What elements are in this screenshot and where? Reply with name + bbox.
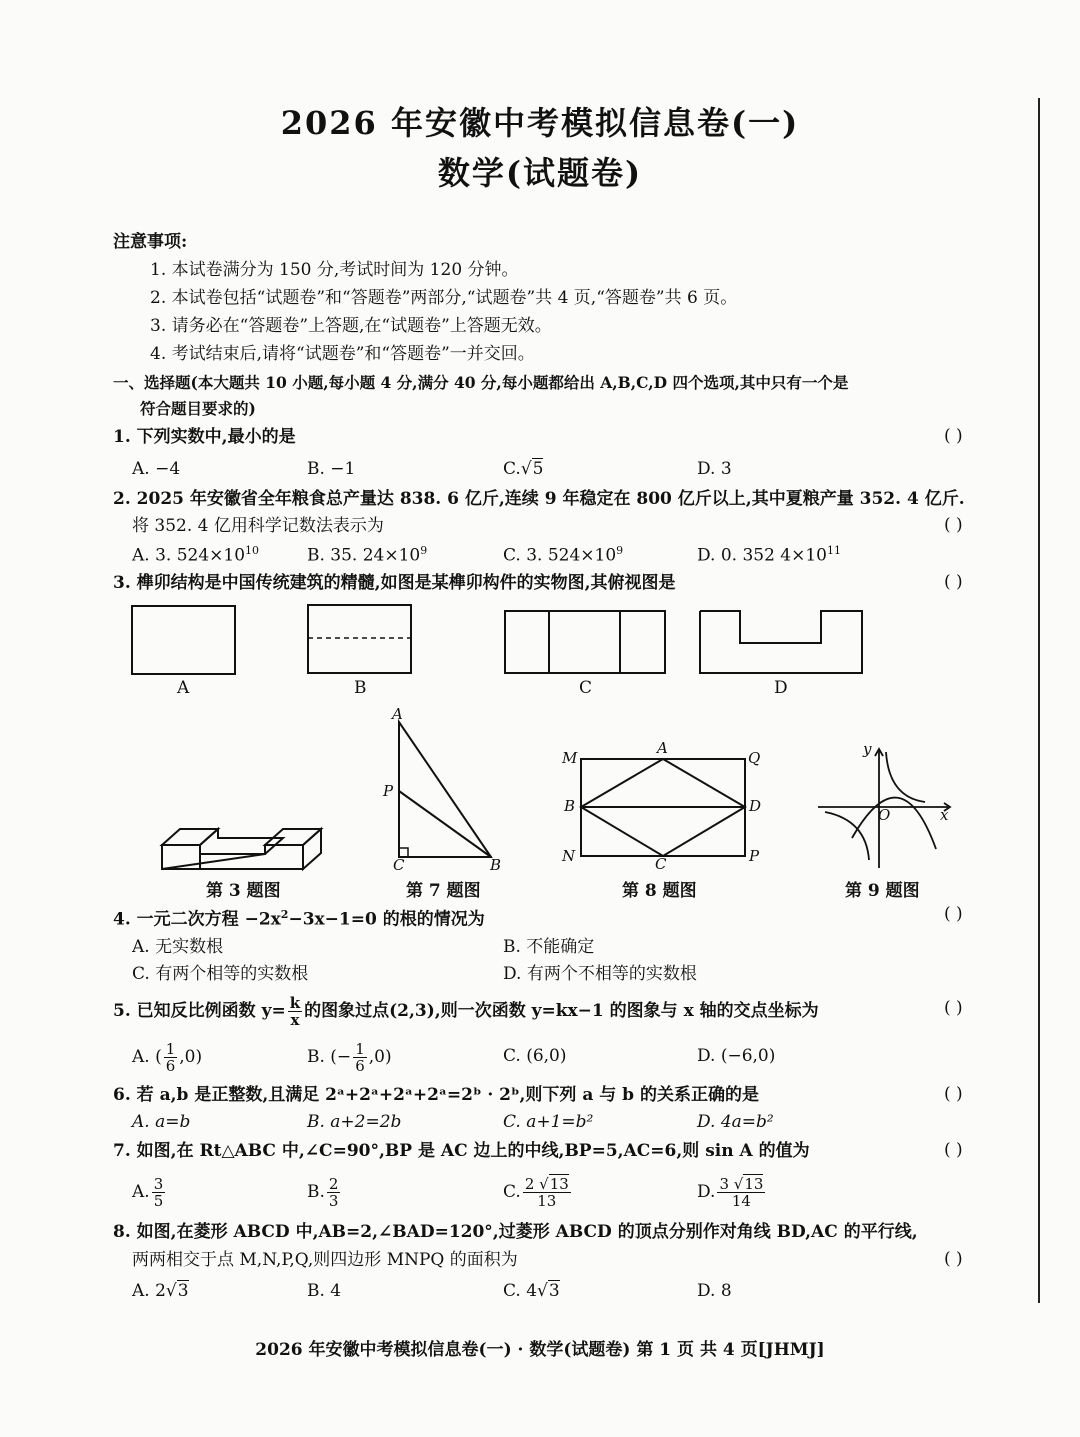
- question-5-stem: [113, 994, 819, 1028]
- q6-option-b: B. a+2=2b: [307, 1112, 402, 1132]
- q7-a-label: A.: [132, 1182, 150, 1202]
- q7-d-rad: 13: [744, 1175, 764, 1193]
- q5-fraction: [288, 995, 302, 1028]
- q5-a-num: 1: [165, 1040, 176, 1058]
- q7-option-b: [307, 1174, 342, 1210]
- section-heading: 一、选择题(本大题共 10 小题,每小题 4 分,满分 40 分,每小题都给出 A,B,C,D 四个选项,其中只有一个是: [113, 373, 849, 392]
- fig7-point-b: B: [490, 856, 502, 874]
- fig8-point-m: M: [562, 749, 578, 767]
- q5-b-open: B. (−: [307, 1047, 352, 1067]
- hyperbola-branch-1: [886, 752, 925, 802]
- fig7-point-c: C: [393, 856, 405, 874]
- question-6-stem: 6. 若 a,b 是正整数,且满足 2ᵃ+2ᵃ+2ᵃ+2ᵃ=2ᵇ · 2ᵇ,则下列 a 与 b 的关系正确的是: [113, 1085, 759, 1105]
- q5-b-close: ,0): [368, 1047, 392, 1067]
- fig8-point-q: Q: [748, 749, 761, 767]
- q7-b-den: 3: [328, 1192, 339, 1210]
- q5-stem-part1: 5. 已知反比例函数 y=: [113, 1001, 286, 1021]
- q1-option-c: C.√5: [503, 459, 544, 479]
- q4-option-d: D. 有两个不相等的实数根: [503, 964, 697, 984]
- q5-a-close: ,0): [179, 1047, 203, 1067]
- q7-c-label: C.: [503, 1182, 521, 1202]
- question-3-stem: 3. 榫卯结构是中国传统建筑的精髓,如图是某榫卯构件的实物图,其俯视图是: [113, 573, 676, 593]
- q7-d-num: 3: [719, 1175, 729, 1193]
- exam-subtitle: 数学(试题卷): [437, 154, 643, 192]
- q3-label-c: C: [579, 678, 593, 698]
- question-4-stem: 4. 一元二次方程 $-2x^2-3x-1=0$ 的根的情况为: [113, 908, 485, 930]
- notice-item: 3. 请务必在“答题卷”上答题,在“试题卷”上答题无效。: [150, 316, 552, 336]
- answer-paren: ( ): [944, 1249, 963, 1269]
- q8-option-c: C. 4√3: [503, 1281, 560, 1301]
- q1-option-c-radicand: 5: [532, 459, 544, 479]
- notice-item: 1. 本试卷满分为 150 分,考试时间为 120 分钟。: [150, 260, 519, 280]
- q5-option-c: C. (6,0): [503, 1046, 567, 1066]
- fig9-axis-x: x: [940, 806, 949, 824]
- fig9-origin: O: [878, 806, 891, 824]
- fig3-solid: [162, 829, 321, 869]
- q1-option-d: D. 3: [697, 459, 732, 479]
- question-2-stem: 2. 2025 年安徽省全年粮食总产量达 838. 6 亿斤,连续 9 年稳定在 800 亿斤以上,其中夏粮产量 352. 4 亿斤.: [113, 489, 965, 509]
- q5-option-a: [132, 1040, 202, 1074]
- q7-b-label: B.: [307, 1182, 325, 1202]
- q2-option-c-base: C. 3. 524×10: [503, 545, 617, 566]
- answer-paren: ( ): [944, 426, 963, 446]
- q2-option-d-exp: 11: [827, 544, 841, 557]
- fig7-point-p: P: [383, 782, 394, 800]
- q3-label-a: A: [177, 678, 190, 698]
- q3-label-b: B: [354, 678, 367, 698]
- answer-paren: ( ): [944, 1140, 963, 1160]
- question-7-stem: 7. 如图,在 Rt△ABC 中,∠C=90°,BP 是 AC 边上的中线,BP=5,AC=6,则 sin A 的值为: [113, 1141, 810, 1161]
- fig9-caption: 第 9 题图: [845, 881, 920, 901]
- answer-paren: ( ): [944, 1084, 963, 1104]
- q2-option-b-base: B. 35. 24×10: [307, 545, 421, 566]
- question-8-stem-cont: 两两相交于点 M,N,P,Q,则四边形 MNPQ 的面积为: [132, 1250, 518, 1270]
- q7-c-rad: 13: [549, 1175, 569, 1193]
- exam-title: 2026 年安徽中考模拟信息卷(一): [280, 104, 800, 142]
- fig8-rectangle-rhombus: [581, 759, 745, 856]
- section-heading-cont: 符合题目要求的): [140, 399, 256, 418]
- q1-option-a: A. −4: [132, 459, 181, 479]
- page-footer: 2026 年安徽中考模拟信息卷(一) · 数学(试题卷) 第 1 页 共 4 页[JHMJ]: [255, 1340, 825, 1360]
- q2-option-a-exp: 10: [245, 544, 260, 557]
- q5-frac-den: x: [290, 1011, 300, 1029]
- q7-a-den: 5: [153, 1192, 164, 1210]
- fig7-point-a: A: [392, 705, 403, 723]
- notice-item: 2. 本试卷包括“试题卷”和“答题卷”两部分,“试题卷”共 4 页,“答题卷”共 6 页。: [150, 288, 738, 308]
- fig9-axis-y: y: [863, 740, 872, 758]
- q4-option-a: A. 无实数根: [132, 937, 224, 957]
- q3-label-d: D: [774, 678, 788, 698]
- notice-heading: 注意事项:: [113, 232, 188, 252]
- fig7-triangle: [399, 722, 491, 857]
- question-1-stem: 1. 下列实数中,最小的是: [113, 427, 296, 447]
- question-2-stem-cont: 将 352. 4 亿用科学记数法表示为: [132, 516, 384, 536]
- q8-option-b: B. 4: [307, 1281, 342, 1301]
- q7-b-num: 2: [328, 1175, 339, 1193]
- q2-option-b-exp: 9: [420, 544, 428, 557]
- q5-option-b: [307, 1040, 392, 1074]
- q5-frac-num: k: [289, 994, 301, 1012]
- fig8-point-n: N: [562, 847, 576, 865]
- q6-option-c: C. a+1=b²: [503, 1112, 594, 1132]
- answer-paren: ( ): [944, 904, 963, 924]
- q7-option-d: D. $\frac{3 √13}{14}$: [697, 1175, 764, 1210]
- q7-option-c: C. $\frac{2 √13}{13}$: [503, 1175, 569, 1210]
- q7-d-label: D.: [697, 1182, 716, 1202]
- q8-c-rad: 3: [548, 1281, 560, 1301]
- q8-c-label: C. 4: [503, 1281, 538, 1301]
- q8-option-d: D. 8: [697, 1281, 732, 1301]
- q4-option-b: B. 不能确定: [503, 937, 595, 957]
- q4-option-c: C. 有两个相等的实数根: [132, 964, 309, 984]
- q4-stem-part1: 4. 一元二次方程 −2x: [113, 909, 281, 930]
- fig8-point-b: B: [564, 797, 576, 815]
- q4-stem-part2: −3x−1=0 的根的情况为: [288, 909, 485, 930]
- q2-option-d-base: D. 0. 352 4×10: [697, 545, 827, 566]
- q6-option-d: D. 4a=b²: [697, 1112, 774, 1132]
- q7-c-den: 13: [537, 1192, 557, 1210]
- q5-a-den: 6: [165, 1057, 176, 1075]
- q5-stem-part2: 的图象过点(2,3),则一次函数 y=kx−1 的图象与 x 轴的交点坐标为: [304, 1001, 819, 1021]
- q1-option-b: B. −1: [307, 459, 356, 479]
- fig8-point-a: A: [657, 739, 668, 757]
- notice-item: 4. 考试结束后,请将“试题卷”和“答题卷”一并交回。: [150, 344, 535, 364]
- answer-paren: ( ): [944, 515, 963, 535]
- q5-b-num: 1: [355, 1040, 365, 1058]
- fig3-caption: 第 3 题图: [206, 881, 281, 901]
- q8-option-a: A. 2√3: [132, 1281, 189, 1301]
- q7-d-den: 14: [731, 1192, 751, 1210]
- q7-option-a: [132, 1174, 167, 1210]
- fig8-caption: 第 8 题图: [622, 881, 697, 901]
- q1-option-c-label: C.: [503, 459, 521, 479]
- fig8-point-d: D: [749, 797, 762, 815]
- hyperbola-branch-2: [825, 812, 869, 860]
- fig8-point-c: C: [655, 855, 667, 873]
- fig8-point-p: P: [749, 847, 760, 865]
- q5-b-den: 6: [355, 1057, 365, 1075]
- q2-option-c-exp: 9: [616, 544, 624, 557]
- q5-a-open: A. (: [132, 1047, 162, 1067]
- question-8-stem: 8. 如图,在菱形 ABCD 中,AB=2,∠BAD=120°,过菱形 ABCD 的顶点分别作对角线 BD,AC 的平行线,: [113, 1222, 918, 1242]
- q8-a-rad: 3: [177, 1281, 189, 1301]
- q7-c-num: 2: [524, 1175, 535, 1193]
- q5-option-d: D. (−6,0): [697, 1046, 776, 1066]
- answer-paren: ( ): [944, 572, 963, 592]
- answer-paren: ( ): [944, 998, 963, 1018]
- q2-option-a-base: A. 3. 524×10: [132, 545, 246, 566]
- q7-a-num: 3: [153, 1175, 164, 1193]
- q6-option-a: A. a=b: [132, 1112, 191, 1132]
- q8-a-label: A. 2: [132, 1281, 166, 1301]
- fig7-caption: 第 7 题图: [406, 881, 481, 901]
